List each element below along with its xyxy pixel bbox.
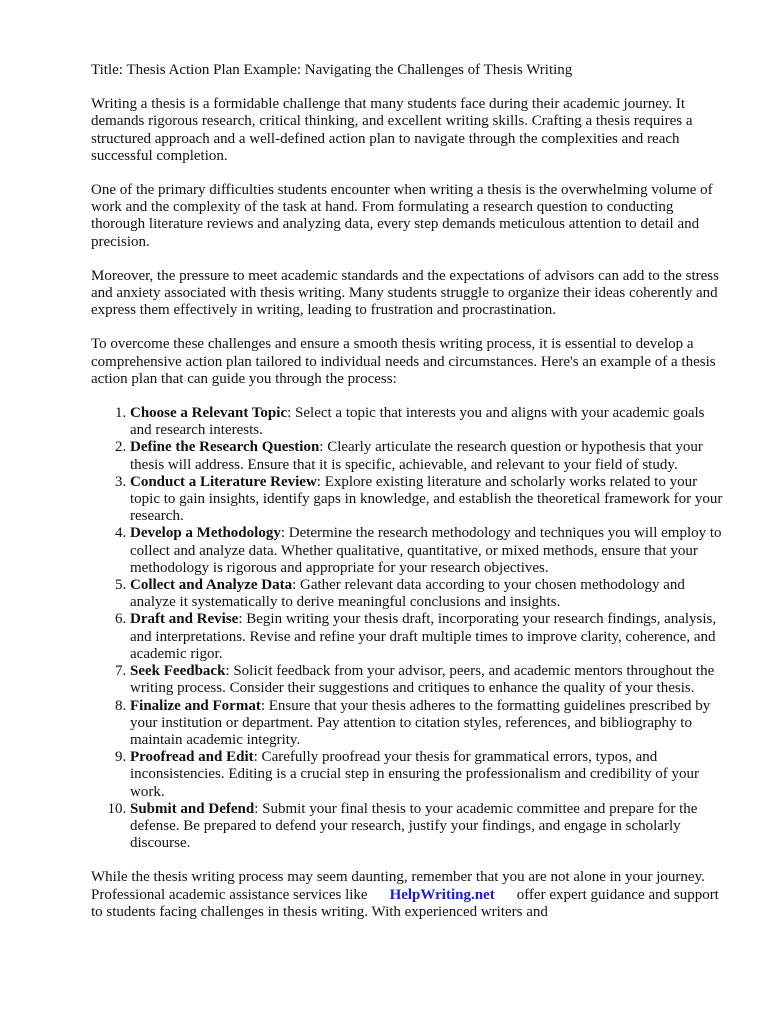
difficulties-paragraph: One of the primary difficulties students encounter when writing a thesis is the overwhelming volume of work and the complexity of the task at hand. From formulating a research question to conducting thorough literature reviews and analyzing data, every step demands meticulous attention to detail and precision.: [91, 182, 713, 250]
list-item: [130, 474, 728, 526]
step-term: Finalize and Format: [130, 697, 261, 714]
step-text: : Begin writing your thesis draft, incorporating your research findings, analysis, and interpretations. Revise and refine your draft multiple times to improve clarity, coherence, and academic rigor.: [130, 611, 717, 662]
list-item: [130, 439, 728, 473]
step-term: Draft and Revise: [130, 611, 239, 628]
step-text: : Gather relevant data according to your chosen methodology and analyze it systematically to derive meaningful conclusions and insights.: [130, 577, 685, 611]
overcome-paragraph: To overcome these challenges and ensure a smooth thesis writing process, it is essential to develop a comprehensive action plan tailored to individual needs and circumstances. Here's an example of a thesis action plan that can guide you through the process:: [91, 336, 716, 387]
list-item: [130, 405, 728, 439]
list-item: [130, 577, 728, 611]
list-item: [130, 698, 728, 750]
list-item: [130, 749, 728, 801]
helpwriting-link[interactable]: HelpWriting.net: [389, 886, 495, 903]
step-text: : Clearly articulate the research question or hypothesis that your thesis will address. Ensure that it is specific, achievable, and relevant to your field of study.: [130, 439, 703, 473]
step-text: : Carefully proofread your thesis for grammatical errors, typos, and inconsistencies. Editing is a crucial step in ensuring the professionalism and credibility of your work.: [130, 749, 700, 800]
step-term: Choose a Relevant Topic: [130, 405, 288, 422]
closing-text-after: offer expert guidance and support to students facing challenges in thesis writing. With experienced writers and: [91, 886, 719, 920]
step-term: Submit and Defend: [130, 800, 255, 817]
step-text: : Select a topic that interests you and aligns with your academic goals and research interests.: [130, 405, 705, 439]
step-text: : Solicit feedback from your advisor, peers, and academic mentors throughout the writing process. Consider their suggestions and critiques to enhance the quality of your thesis.: [130, 663, 715, 697]
closing-text-before: While the thesis writing process may seem daunting, remember that you are not alone in your journey. Professional academic assistance services like: [91, 869, 705, 903]
intro-paragraph: Writing a thesis is a formidable challenge that many students face during their academic journey. It demands rigorous research, critical thinking, and excellent writing skills. Crafting a thesis requires a structured approach and a well-defined action plan to navigate through the complexities and reach successful completion.: [91, 96, 693, 164]
step-term: Proofread and Edit: [130, 749, 254, 766]
action-plan-list: [91, 405, 728, 852]
step-term: Collect and Analyze Data: [130, 577, 293, 594]
step-text: : Determine the research methodology and techniques you will employ to collect and analyze data. Whether qualitative, quantitative, or mixed methods, ensure that your methodology is rigorous and appropriate for your research objectives.: [130, 525, 722, 576]
list-item: [130, 663, 728, 697]
step-text: : Submit your final thesis to your academic committee and prepare for the defense. Be prepared to defend your research, justify your findings, and engage in scholarly discourse.: [130, 800, 698, 852]
closing-paragraph: [91, 869, 728, 921]
step-text: : Ensure that your thesis adheres to the formatting guidelines prescribed by your institution or department. Pay attention to citation styles, references, and bibliography to maintain academic integrity.: [130, 697, 711, 748]
list-item: [130, 525, 728, 577]
list-item: [130, 611, 728, 663]
step-term: Conduct a Literature Review: [130, 473, 317, 490]
step-term: Develop a Methodology: [130, 525, 281, 542]
step-text: : Explore existing literature and scholarly works related to your topic to gain insights, identify gaps in knowledge, and establish the theoretical framework for your research.: [130, 473, 723, 525]
step-term: Seek Feedback: [130, 663, 226, 680]
pressure-paragraph: Moreover, the pressure to meet academic standards and the expectations of advisors can add to the stress and anxiety associated with thesis writing. Many students struggle to organize their ideas coherently and express them effectively in writing, leading to frustration and procrastination.: [91, 267, 719, 319]
document-title: Title: Thesis Action Plan Example: Navigating the Challenges of Thesis Writing: [91, 62, 573, 78]
step-term: Define the Research Question: [130, 439, 320, 456]
list-item: [130, 801, 728, 853]
